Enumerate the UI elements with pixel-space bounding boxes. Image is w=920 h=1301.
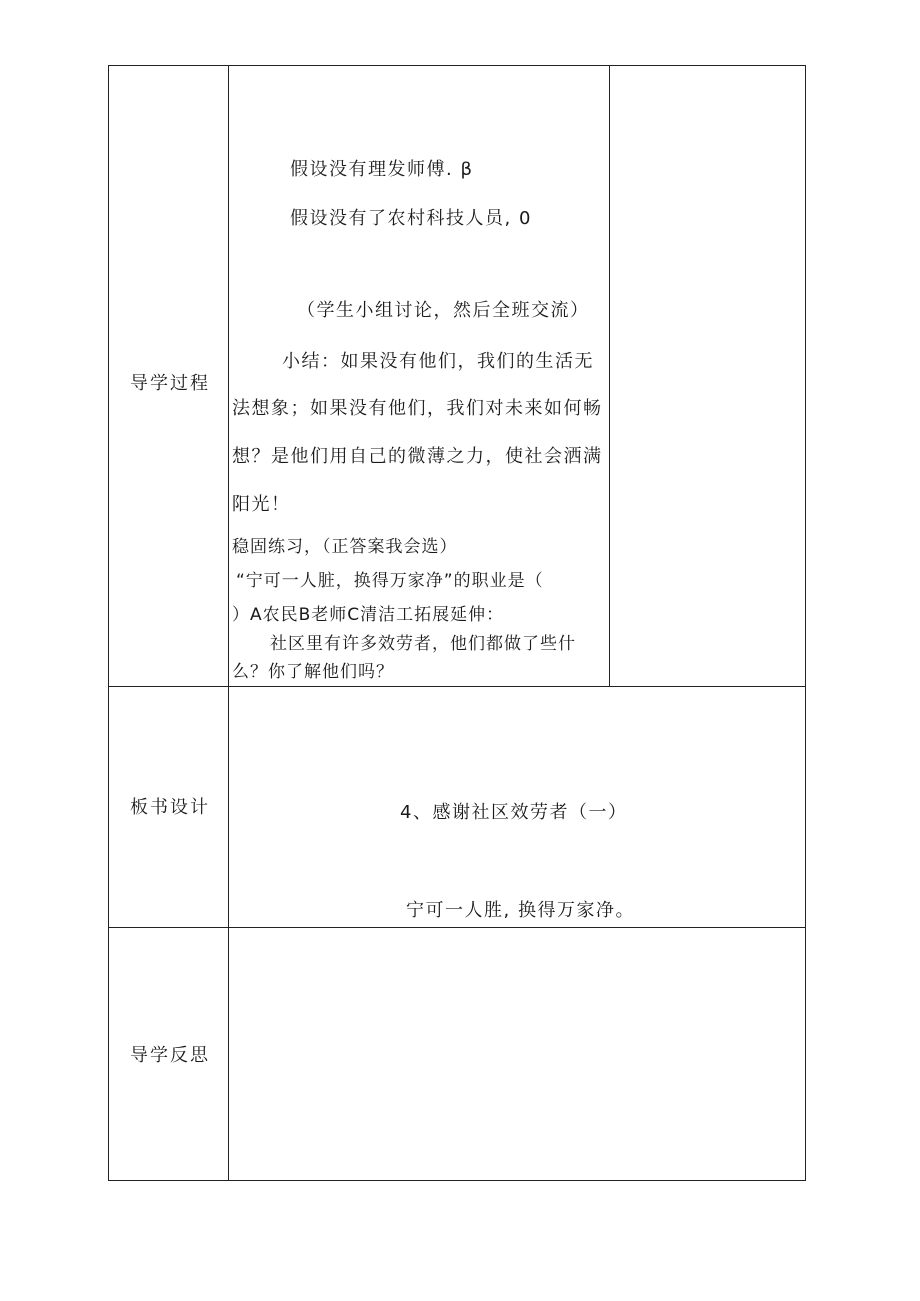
process-line-barber: 假设没有理发师傅. β <box>290 159 474 180</box>
board-title: 4、感谢社区效劳者（一） <box>400 802 628 823</box>
process-summary-4: 阳光！ <box>232 494 291 515</box>
row-label-board: 板书设计 <box>130 797 210 818</box>
row-divider-1 <box>108 686 806 687</box>
row-label-reflection: 导学反思 <box>130 1045 210 1066</box>
table-divider-notes <box>609 65 610 686</box>
table-border-top <box>108 65 806 66</box>
process-summary-1: 小结：如果没有他们，我们的生活无 <box>282 351 594 372</box>
table-border-right <box>805 65 806 1181</box>
row-label-process: 导学过程 <box>130 373 210 394</box>
process-summary-2: 法想象；如果没有他们，我们对未来如何畅 <box>232 398 603 419</box>
process-summary-3: 想？是他们用自己的微薄之力，使社会洒满 <box>232 446 603 467</box>
table-border-left <box>108 65 109 1181</box>
row-divider-2 <box>108 927 806 928</box>
board-motto: 宁可一人胜, 换得万家净。 <box>406 900 635 921</box>
process-question-1: “宁可一人脏，换得万家净”的职业是（ <box>236 571 544 591</box>
process-practice: 稳固练习，（正答案我会选） <box>232 537 458 557</box>
process-question-2: ）A农民B老师C清洁工拓展延伸： <box>232 605 505 625</box>
process-extend-1: 社区里有许多效劳者，他们都做了些什 <box>270 634 576 654</box>
process-line-technician: 假设没有了农村科技人员, 0 <box>290 208 532 229</box>
process-line-discussion: （学生小组讨论，然后全班交流） <box>297 300 590 321</box>
process-extend-2: 么？你了解他们吗？ <box>232 662 394 682</box>
table-divider-label <box>228 65 229 1181</box>
table-border-bottom <box>108 1180 806 1181</box>
